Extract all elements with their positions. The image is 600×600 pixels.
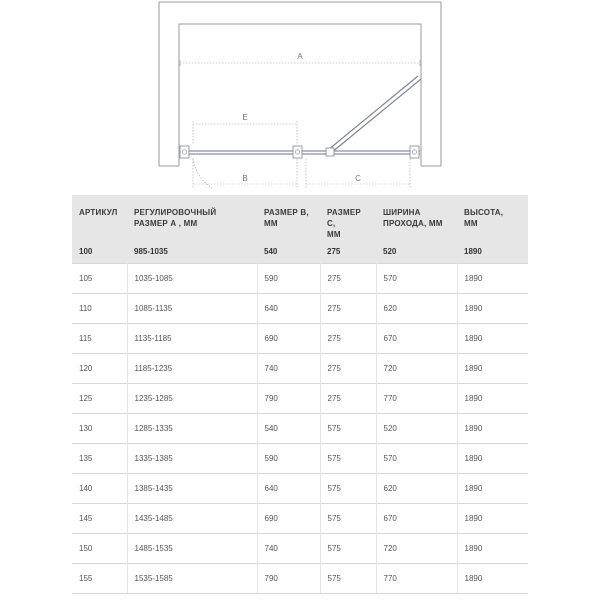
cell-article: 135 (72, 443, 127, 473)
cell-size-c: 575 (320, 503, 376, 533)
cell-size-b: 740 (257, 533, 320, 563)
cell-size-b: 690 (257, 503, 320, 533)
table-row (72, 413, 528, 443)
cell-size-c: 575 (320, 413, 376, 443)
header-article-line1: АРТИКУЛ (79, 208, 118, 217)
cell-adjust-size-a: 985-1035 (127, 240, 257, 263)
cell-height: 1890 (457, 240, 528, 263)
cell-size-c: 275 (320, 353, 376, 383)
header-size-b (257, 195, 320, 240)
table-row (72, 443, 528, 473)
wall-outline (159, 2, 441, 166)
cell-adjust-size-a: 1235-1285 (127, 383, 257, 413)
cell-height: 1890 (457, 353, 528, 383)
header-size-c (320, 195, 376, 240)
table-row (72, 383, 528, 413)
header-size-c-line2: ММ (327, 230, 341, 239)
cell-article: 155 (72, 563, 127, 593)
wall-bracket-right (410, 146, 419, 158)
cell-passage-width: 520 (376, 240, 457, 263)
dimension-b-label: B (242, 174, 248, 183)
cell-size-b: 790 (257, 383, 320, 413)
cell-size-c: 575 (320, 473, 376, 503)
table-header-row (72, 195, 528, 240)
cell-passage-width: 620 (376, 293, 457, 323)
cell-article: 105 (72, 263, 127, 293)
cell-size-b: 540 (257, 240, 320, 263)
cell-adjust-size-a: 1485-1535 (127, 533, 257, 563)
cell-article: 110 (72, 293, 127, 323)
cell-height: 1890 (457, 563, 528, 593)
cell-passage-width: 720 (376, 353, 457, 383)
cell-size-b: 740 (257, 353, 320, 383)
cell-size-c: 575 (320, 443, 376, 473)
header-article (72, 195, 127, 240)
cell-adjust-size-a: 1535-1585 (127, 563, 257, 593)
cell-passage-width: 670 (376, 323, 457, 353)
cell-passage-width: 570 (376, 443, 457, 473)
header-passage-line2: ПРОХОДА, ММ (383, 219, 443, 228)
dimension-e-label: E (242, 113, 248, 122)
table-row (72, 293, 528, 323)
table-row (72, 503, 528, 533)
table-row (72, 473, 528, 503)
cell-article: 115 (72, 323, 127, 353)
header-passage-width (376, 195, 457, 240)
cell-adjust-size-a: 1035-1085 (127, 263, 257, 293)
cell-passage-width: 570 (376, 263, 457, 293)
table-row (72, 323, 528, 353)
cell-height: 1890 (457, 263, 528, 293)
swing-arc (193, 158, 212, 188)
header-size-c-line1: РАЗМЕР С, (327, 208, 361, 228)
cell-passage-width: 720 (376, 533, 457, 563)
cell-height: 1890 (457, 473, 528, 503)
cell-size-b: 690 (257, 323, 320, 353)
cell-size-b: 790 (257, 563, 320, 593)
dimension-a-label: A (297, 52, 303, 61)
cell-passage-width: 770 (376, 563, 457, 593)
cell-article: 140 (72, 473, 127, 503)
header-height-line2: ММ (464, 219, 478, 228)
cell-article: 130 (72, 413, 127, 443)
header-adjust-line2: РАЗМЕР А , ММ (134, 219, 198, 228)
table-row (72, 533, 528, 563)
cell-height: 1890 (457, 413, 528, 443)
cell-adjust-size-a: 1435-1485 (127, 503, 257, 533)
hinged-door (326, 76, 421, 156)
connector-middle (293, 146, 302, 158)
table-row (72, 563, 528, 593)
cell-adjust-size-a: 1335-1385 (127, 443, 257, 473)
cell-height: 1890 (457, 383, 528, 413)
cell-article: 100 (72, 240, 127, 263)
cell-height: 1890 (457, 293, 528, 323)
table-row (72, 353, 528, 383)
spec-table (72, 195, 528, 594)
wall-bracket-left (180, 146, 189, 158)
cell-adjust-size-a: 1185-1235 (127, 353, 257, 383)
cell-passage-width: 620 (376, 473, 457, 503)
header-adjust-size-a (127, 195, 257, 240)
cell-size-b: 540 (257, 413, 320, 443)
cell-size-b: 640 (257, 293, 320, 323)
cell-passage-width: 670 (376, 503, 457, 533)
cell-adjust-size-a: 1135-1185 (127, 323, 257, 353)
cell-adjust-size-a: 1085-1135 (127, 293, 257, 323)
cell-article: 120 (72, 353, 127, 383)
cell-height: 1890 (457, 503, 528, 533)
table-body (72, 240, 528, 593)
header-adjust-line1: РЕГУЛИРОВОЧНЫЙ (134, 208, 217, 217)
cell-passage-width: 520 (376, 413, 457, 443)
cell-article: 150 (72, 533, 127, 563)
cell-adjust-size-a: 1385-1435 (127, 473, 257, 503)
header-size-b-line1: РАЗМЕР В, (264, 208, 309, 217)
cell-height: 1890 (457, 443, 528, 473)
door-plan-drawing (0, 0, 600, 190)
cell-height: 1890 (457, 323, 528, 353)
cell-adjust-size-a: 1285-1335 (127, 413, 257, 443)
cell-size-c: 275 (320, 293, 376, 323)
table-row (72, 240, 528, 263)
cell-height: 1890 (457, 533, 528, 563)
table-row (72, 263, 528, 293)
cell-size-c: 575 (320, 533, 376, 563)
cell-size-c: 275 (320, 323, 376, 353)
cell-size-c: 275 (320, 240, 376, 263)
cell-size-c: 575 (320, 563, 376, 593)
cell-article: 125 (72, 383, 127, 413)
cell-size-b: 590 (257, 443, 320, 473)
cell-passage-width: 770 (376, 383, 457, 413)
cell-size-b: 640 (257, 473, 320, 503)
cell-size-b: 590 (257, 263, 320, 293)
header-size-b-line2: ММ (264, 219, 278, 228)
header-height (457, 195, 528, 240)
cell-size-c: 275 (320, 263, 376, 293)
header-passage-line1: ШИРИНА (383, 208, 421, 217)
cell-size-c: 275 (320, 383, 376, 413)
cell-article: 145 (72, 503, 127, 533)
header-height-line1: ВЫСОТА, (464, 208, 504, 217)
dimension-c-label: C (355, 174, 361, 183)
